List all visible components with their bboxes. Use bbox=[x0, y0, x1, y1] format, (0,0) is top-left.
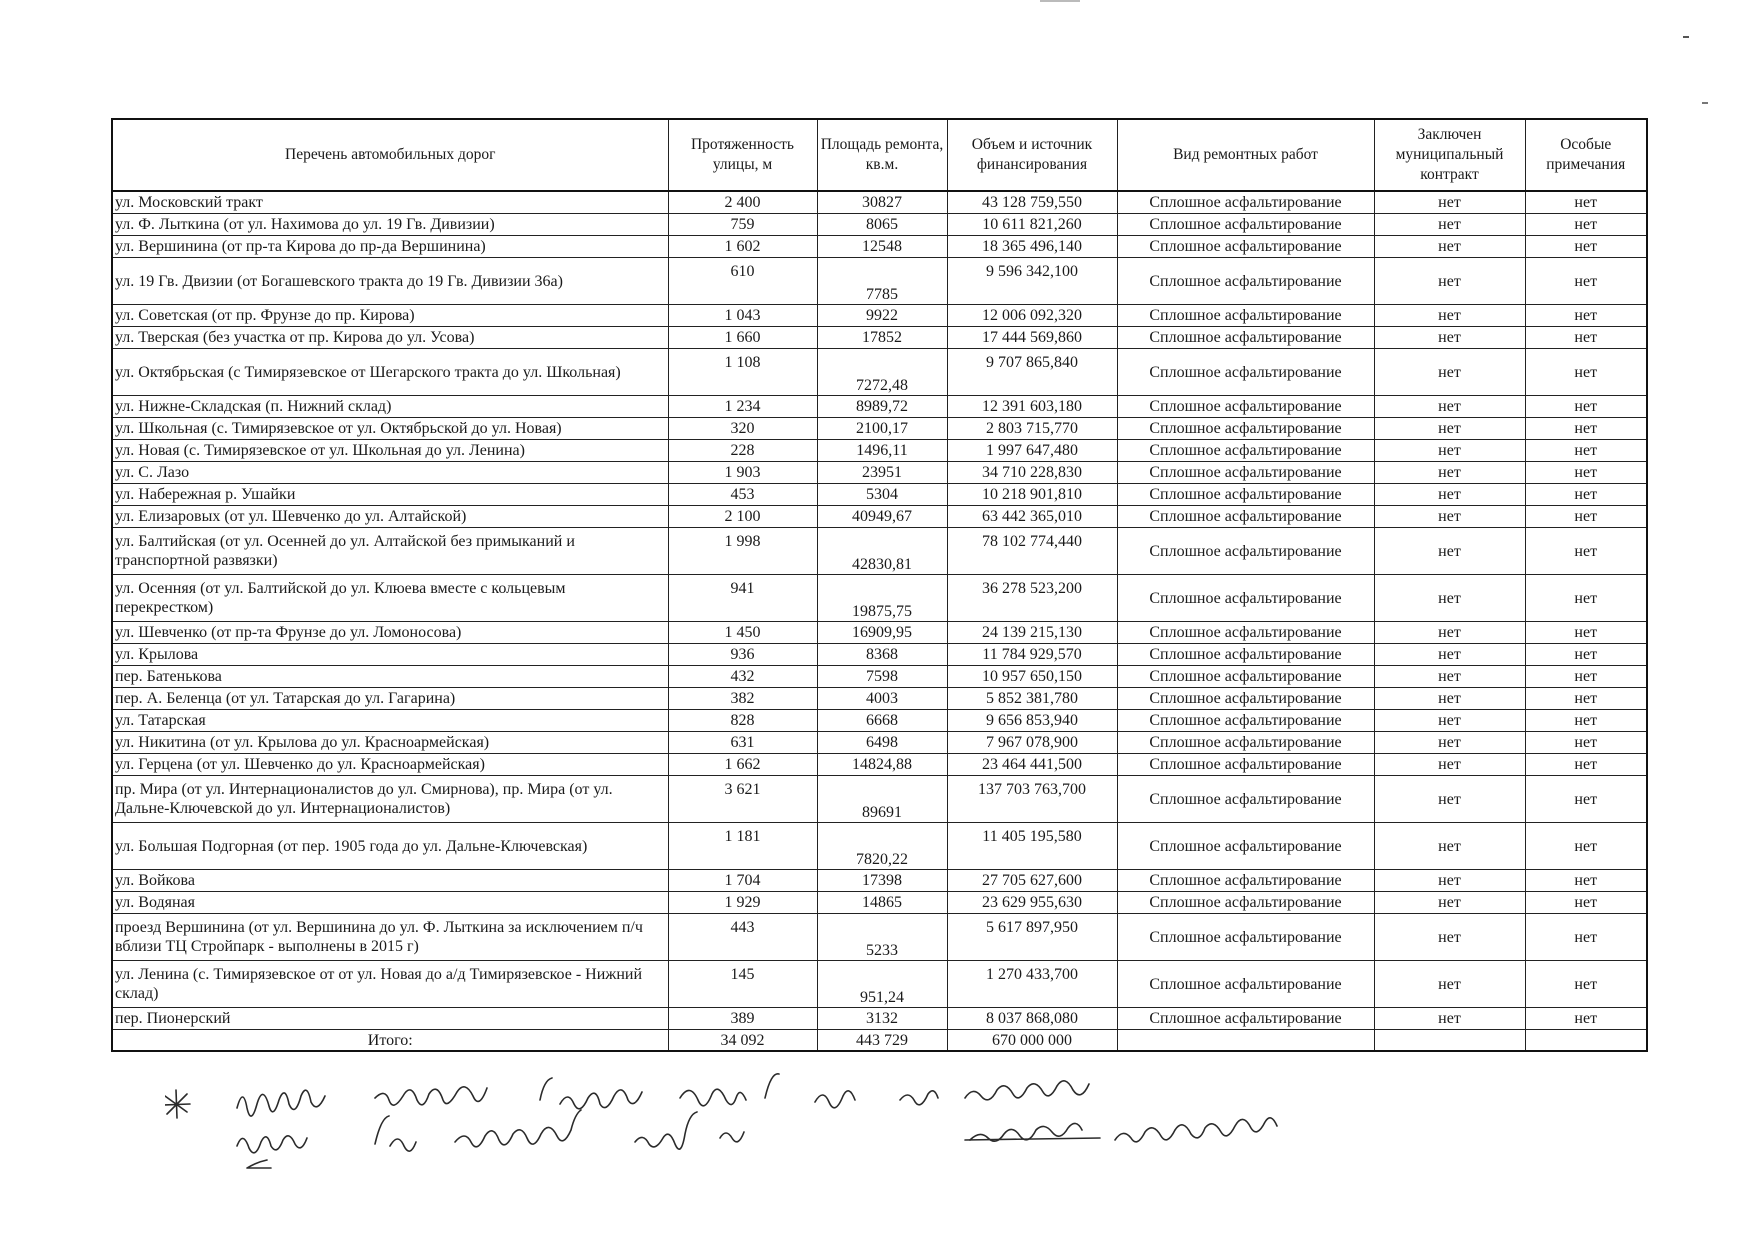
work-type-cell: Сплошное асфальтирование bbox=[1117, 258, 1374, 305]
notes-cell: нет bbox=[1525, 528, 1647, 575]
finance-cell: 9 596 342,100 bbox=[947, 258, 1117, 305]
area-cell: 2100,17 bbox=[817, 418, 947, 440]
contract-cell: нет bbox=[1374, 776, 1525, 823]
work-type-cell: Сплошное асфальтирование bbox=[1117, 710, 1374, 732]
table-row bbox=[112, 823, 1647, 870]
road-name-cell: ул. Балтийская (от ул. Осенней до ул. Алтайской без примыканий и транспортной развязки) bbox=[112, 528, 668, 575]
notes-cell: нет bbox=[1525, 258, 1647, 305]
work-type-cell: Сплошное асфальтирование bbox=[1117, 484, 1374, 506]
work-type-cell: Сплошное асфальтирование bbox=[1117, 191, 1374, 214]
length-cell: 432 bbox=[668, 666, 817, 688]
work-type-cell: Сплошное асфальтирование bbox=[1117, 236, 1374, 258]
total-area: 443 729 bbox=[817, 1030, 947, 1052]
notes-cell: нет bbox=[1525, 575, 1647, 622]
notes-cell: нет bbox=[1525, 484, 1647, 506]
work-type-cell: Сплошное асфальтирование bbox=[1117, 575, 1374, 622]
contract-cell: нет bbox=[1374, 961, 1525, 1008]
contract-cell: нет bbox=[1374, 327, 1525, 349]
handwritten-note bbox=[165, 1068, 1565, 1178]
table-body bbox=[112, 191, 1647, 1030]
area-cell: 3132 bbox=[817, 1008, 947, 1030]
table-row bbox=[112, 528, 1647, 575]
area-cell: 14824,88 bbox=[817, 754, 947, 776]
length-cell: 3 621 bbox=[668, 776, 817, 823]
area-cell: 7785 bbox=[817, 258, 947, 305]
area-cell: 17852 bbox=[817, 327, 947, 349]
contract-cell: нет bbox=[1374, 305, 1525, 327]
area-cell: 8989,72 bbox=[817, 396, 947, 418]
road-name-cell: ул. Татарская bbox=[112, 710, 668, 732]
table-row bbox=[112, 236, 1647, 258]
header-work-type: Вид ремонтных работ bbox=[1117, 119, 1374, 191]
contract-cell: нет bbox=[1374, 396, 1525, 418]
notes-cell: нет bbox=[1525, 732, 1647, 754]
road-name-cell: ул. Тверская (без участка от пр. Кирова до ул. Усова) bbox=[112, 327, 668, 349]
contract-cell: нет bbox=[1374, 528, 1525, 575]
length-cell: 936 bbox=[668, 644, 817, 666]
road-name-cell: ул. Ленина (с. Тимирязевское от от ул. Новая до а/д Тимирязевское - Нижний склад) bbox=[112, 961, 668, 1008]
finance-cell: 8 037 868,080 bbox=[947, 1008, 1117, 1030]
area-cell: 12548 bbox=[817, 236, 947, 258]
table-row bbox=[112, 506, 1647, 528]
notes-cell: нет bbox=[1525, 892, 1647, 914]
road-name-cell: пер. Батенькова bbox=[112, 666, 668, 688]
finance-cell: 34 710 228,830 bbox=[947, 462, 1117, 484]
road-name-cell: ул. Водяная bbox=[112, 892, 668, 914]
length-cell: 1 929 bbox=[668, 892, 817, 914]
area-cell: 40949,67 bbox=[817, 506, 947, 528]
notes-cell: нет bbox=[1525, 506, 1647, 528]
work-type-cell: Сплошное асфальтирование bbox=[1117, 892, 1374, 914]
scan-artifact bbox=[1683, 36, 1689, 38]
road-name-cell: ул. Октябрьская (с Тимирязевское от Шегарского тракта до ул. Школьная) bbox=[112, 349, 668, 396]
contract-cell: нет bbox=[1374, 914, 1525, 961]
road-repair-table bbox=[111, 118, 1648, 1052]
road-name-cell: ул. Большая Подгорная (от пер. 1905 года до ул. Дальне-Ключевская) bbox=[112, 823, 668, 870]
work-type-cell: Сплошное асфальтирование bbox=[1117, 644, 1374, 666]
total-length: 34 092 bbox=[668, 1030, 817, 1052]
area-cell: 8368 bbox=[817, 644, 947, 666]
length-cell: 828 bbox=[668, 710, 817, 732]
length-cell: 1 602 bbox=[668, 236, 817, 258]
area-cell: 7272,48 bbox=[817, 349, 947, 396]
area-cell: 6668 bbox=[817, 710, 947, 732]
total-label: Итого: bbox=[112, 1030, 668, 1052]
area-cell: 89691 bbox=[817, 776, 947, 823]
area-cell: 23951 bbox=[817, 462, 947, 484]
notes-cell: нет bbox=[1525, 666, 1647, 688]
area-cell: 1496,11 bbox=[817, 440, 947, 462]
road-name-cell: ул. Московский тракт bbox=[112, 191, 668, 214]
contract-cell: нет bbox=[1374, 506, 1525, 528]
finance-cell: 11 784 929,570 bbox=[947, 644, 1117, 666]
header-length: Протяженность улицы, м bbox=[668, 119, 817, 191]
notes-cell: нет bbox=[1525, 327, 1647, 349]
road-name-cell: ул. Осенняя (от ул. Балтийской до ул. Клюева вместе с кольцевым перекрестком) bbox=[112, 575, 668, 622]
road-name-cell: ул. Никитина (от ул. Крылова до ул. Красноармейская) bbox=[112, 732, 668, 754]
contract-cell: нет bbox=[1374, 440, 1525, 462]
table-row bbox=[112, 462, 1647, 484]
contract-cell: нет bbox=[1374, 622, 1525, 644]
area-cell: 19875,75 bbox=[817, 575, 947, 622]
work-type-cell: Сплошное асфальтирование bbox=[1117, 327, 1374, 349]
finance-cell: 5 617 897,950 bbox=[947, 914, 1117, 961]
length-cell: 2 100 bbox=[668, 506, 817, 528]
notes-cell: нет bbox=[1525, 644, 1647, 666]
length-cell: 1 704 bbox=[668, 870, 817, 892]
road-name-cell: ул. Елизаровых (от ул. Шевченко до ул. Алтайской) bbox=[112, 506, 668, 528]
road-name-cell: ул. Войкова bbox=[112, 870, 668, 892]
road-name-cell: ул. Школьная (с. Тимирязевское от ул. Октябрьской до ул. Новая) bbox=[112, 418, 668, 440]
road-name-cell: ул. 19 Гв. Двизии (от Богашевского тракта до 19 Гв. Дивизии 36а) bbox=[112, 258, 668, 305]
table-row bbox=[112, 484, 1647, 506]
work-type-cell: Сплошное асфальтирование bbox=[1117, 776, 1374, 823]
road-name-cell: ул. Ф. Лыткина (от ул. Нахимова до ул. 19 Гв. Дивизии) bbox=[112, 214, 668, 236]
contract-cell: нет bbox=[1374, 644, 1525, 666]
finance-cell: 10 957 650,150 bbox=[947, 666, 1117, 688]
table-row bbox=[112, 418, 1647, 440]
finance-cell: 11 405 195,580 bbox=[947, 823, 1117, 870]
work-type-cell: Сплошное асфальтирование bbox=[1117, 732, 1374, 754]
finance-cell: 12 391 603,180 bbox=[947, 396, 1117, 418]
notes-cell: нет bbox=[1525, 191, 1647, 214]
road-name-cell: ул. Советская (от пр. Фрунзе до пр. Кирова) bbox=[112, 305, 668, 327]
notes-cell: нет bbox=[1525, 440, 1647, 462]
table-row bbox=[112, 440, 1647, 462]
table-row bbox=[112, 327, 1647, 349]
road-name-cell: ул. С. Лазо bbox=[112, 462, 668, 484]
contract-cell: нет bbox=[1374, 666, 1525, 688]
header-area: Площадь ремонта, кв.м. bbox=[817, 119, 947, 191]
finance-cell: 9 656 853,940 bbox=[947, 710, 1117, 732]
table-row bbox=[112, 349, 1647, 396]
finance-cell: 23 464 441,500 bbox=[947, 754, 1117, 776]
area-cell: 951,24 bbox=[817, 961, 947, 1008]
area-cell: 7598 bbox=[817, 666, 947, 688]
road-name-cell: пер. Пионерский bbox=[112, 1008, 668, 1030]
total-finance: 670 000 000 bbox=[947, 1030, 1117, 1052]
notes-cell: нет bbox=[1525, 914, 1647, 961]
length-cell: 320 bbox=[668, 418, 817, 440]
contract-cell: нет bbox=[1374, 349, 1525, 396]
area-cell: 5304 bbox=[817, 484, 947, 506]
work-type-cell: Сплошное асфальтирование bbox=[1117, 823, 1374, 870]
contract-cell: нет bbox=[1374, 484, 1525, 506]
area-cell: 17398 bbox=[817, 870, 947, 892]
length-cell: 941 bbox=[668, 575, 817, 622]
notes-cell: нет bbox=[1525, 776, 1647, 823]
finance-cell: 5 852 381,780 bbox=[947, 688, 1117, 710]
area-cell: 16909,95 bbox=[817, 622, 947, 644]
length-cell: 610 bbox=[668, 258, 817, 305]
finance-cell: 63 442 365,010 bbox=[947, 506, 1117, 528]
notes-cell: нет bbox=[1525, 396, 1647, 418]
area-cell: 14865 bbox=[817, 892, 947, 914]
contract-cell: нет bbox=[1374, 258, 1525, 305]
finance-cell: 7 967 078,900 bbox=[947, 732, 1117, 754]
table-row bbox=[112, 754, 1647, 776]
notes-cell: нет bbox=[1525, 754, 1647, 776]
length-cell: 389 bbox=[668, 1008, 817, 1030]
work-type-cell: Сплошное асфальтирование bbox=[1117, 396, 1374, 418]
table-row bbox=[112, 258, 1647, 305]
table-row bbox=[112, 191, 1647, 214]
work-type-cell: Сплошное асфальтирование bbox=[1117, 688, 1374, 710]
contract-cell: нет bbox=[1374, 892, 1525, 914]
length-cell: 1 234 bbox=[668, 396, 817, 418]
scan-artifact bbox=[1040, 0, 1080, 2]
road-name-cell: ул. Набережная р. Ушайки bbox=[112, 484, 668, 506]
length-cell: 631 bbox=[668, 732, 817, 754]
scan-artifact bbox=[1702, 102, 1708, 104]
work-type-cell: Сплошное асфальтирование bbox=[1117, 914, 1374, 961]
notes-cell: нет bbox=[1525, 961, 1647, 1008]
table-row bbox=[112, 870, 1647, 892]
road-name-cell: ул. Шевченко (от пр-та Фрунзе до ул. Ломоносова) bbox=[112, 622, 668, 644]
road-name-cell: проезд Вершинина (от ул. Вершинина до ул. Ф. Лыткина за исключением п/ч вблизи ТЦ Стройпарк - выполнены в 2015 г) bbox=[112, 914, 668, 961]
length-cell: 1 108 bbox=[668, 349, 817, 396]
table-row bbox=[112, 396, 1647, 418]
finance-cell: 137 703 763,700 bbox=[947, 776, 1117, 823]
header-roads: Перечень автомобильных дорог bbox=[112, 119, 668, 191]
notes-cell: нет bbox=[1525, 688, 1647, 710]
area-cell: 8065 bbox=[817, 214, 947, 236]
notes-cell: нет bbox=[1525, 1008, 1647, 1030]
header-finance: Объем и источник финансирования bbox=[947, 119, 1117, 191]
notes-cell: нет bbox=[1525, 823, 1647, 870]
contract-cell: нет bbox=[1374, 1008, 1525, 1030]
area-cell: 7820,22 bbox=[817, 823, 947, 870]
contract-cell: нет bbox=[1374, 688, 1525, 710]
length-cell: 1 660 bbox=[668, 327, 817, 349]
contract-cell: нет bbox=[1374, 754, 1525, 776]
finance-cell: 12 006 092,320 bbox=[947, 305, 1117, 327]
total-empty-cell bbox=[1525, 1030, 1647, 1052]
finance-cell: 10 611 821,260 bbox=[947, 214, 1117, 236]
contract-cell: нет bbox=[1374, 418, 1525, 440]
area-cell: 5233 bbox=[817, 914, 947, 961]
notes-cell: нет bbox=[1525, 710, 1647, 732]
contract-cell: нет bbox=[1374, 462, 1525, 484]
table-header-row bbox=[112, 119, 1647, 191]
road-name-cell: ул. Вершинина (от пр-та Кирова до пр-да Вершинина) bbox=[112, 236, 668, 258]
total-empty-cell bbox=[1374, 1030, 1525, 1052]
length-cell: 1 043 bbox=[668, 305, 817, 327]
table-row bbox=[112, 914, 1647, 961]
work-type-cell: Сплошное асфальтирование bbox=[1117, 506, 1374, 528]
table-row bbox=[112, 732, 1647, 754]
contract-cell: нет bbox=[1374, 191, 1525, 214]
work-type-cell: Сплошное асфальтирование bbox=[1117, 1008, 1374, 1030]
notes-cell: нет bbox=[1525, 305, 1647, 327]
table-row bbox=[112, 644, 1647, 666]
table-row bbox=[112, 622, 1647, 644]
total-empty-cell bbox=[1117, 1030, 1374, 1052]
table-row bbox=[112, 776, 1647, 823]
work-type-cell: Сплошное асфальтирование bbox=[1117, 214, 1374, 236]
table-row bbox=[112, 1008, 1647, 1030]
finance-cell: 36 278 523,200 bbox=[947, 575, 1117, 622]
table-row bbox=[112, 688, 1647, 710]
road-name-cell: ул. Крылова bbox=[112, 644, 668, 666]
contract-cell: нет bbox=[1374, 236, 1525, 258]
work-type-cell: Сплошное асфальтирование bbox=[1117, 754, 1374, 776]
length-cell: 382 bbox=[668, 688, 817, 710]
length-cell: 1 662 bbox=[668, 754, 817, 776]
notes-cell: нет bbox=[1525, 462, 1647, 484]
contract-cell: нет bbox=[1374, 870, 1525, 892]
contract-cell: нет bbox=[1374, 710, 1525, 732]
road-name-cell: ул. Герцена (от ул. Шевченко до ул. Красноармейская) bbox=[112, 754, 668, 776]
table-row bbox=[112, 710, 1647, 732]
table-row bbox=[112, 892, 1647, 914]
table-row bbox=[112, 214, 1647, 236]
work-type-cell: Сплошное асфальтирование bbox=[1117, 418, 1374, 440]
finance-cell: 24 139 215,130 bbox=[947, 622, 1117, 644]
work-type-cell: Сплошное асфальтирование bbox=[1117, 622, 1374, 644]
length-cell: 228 bbox=[668, 440, 817, 462]
total-row bbox=[112, 1030, 1647, 1052]
contract-cell: нет bbox=[1374, 214, 1525, 236]
notes-cell: нет bbox=[1525, 214, 1647, 236]
contract-cell: нет bbox=[1374, 575, 1525, 622]
contract-cell: нет bbox=[1374, 732, 1525, 754]
work-type-cell: Сплошное асфальтирование bbox=[1117, 961, 1374, 1008]
notes-cell: нет bbox=[1525, 622, 1647, 644]
work-type-cell: Сплошное асфальтирование bbox=[1117, 305, 1374, 327]
finance-cell: 17 444 569,860 bbox=[947, 327, 1117, 349]
length-cell: 443 bbox=[668, 914, 817, 961]
notes-cell: нет bbox=[1525, 870, 1647, 892]
length-cell: 2 400 bbox=[668, 191, 817, 214]
notes-cell: нет bbox=[1525, 349, 1647, 396]
area-cell: 6498 bbox=[817, 732, 947, 754]
length-cell: 1 903 bbox=[668, 462, 817, 484]
work-type-cell: Сплошное асфальтирование bbox=[1117, 528, 1374, 575]
table-row bbox=[112, 961, 1647, 1008]
finance-cell: 18 365 496,140 bbox=[947, 236, 1117, 258]
table-row bbox=[112, 575, 1647, 622]
finance-cell: 9 707 865,840 bbox=[947, 349, 1117, 396]
notes-cell: нет bbox=[1525, 236, 1647, 258]
length-cell: 1 450 bbox=[668, 622, 817, 644]
length-cell: 453 bbox=[668, 484, 817, 506]
work-type-cell: Сплошное асфальтирование bbox=[1117, 462, 1374, 484]
area-cell: 9922 bbox=[817, 305, 947, 327]
header-contract: Заключен муниципальный контракт bbox=[1374, 119, 1525, 191]
area-cell: 4003 bbox=[817, 688, 947, 710]
road-name-cell: ул. Новая (с. Тимирязевское от ул. Школьная до ул. Ленина) bbox=[112, 440, 668, 462]
finance-cell: 1 997 647,480 bbox=[947, 440, 1117, 462]
finance-cell: 27 705 627,600 bbox=[947, 870, 1117, 892]
table-row bbox=[112, 305, 1647, 327]
length-cell: 759 bbox=[668, 214, 817, 236]
notes-cell: нет bbox=[1525, 418, 1647, 440]
contract-cell: нет bbox=[1374, 823, 1525, 870]
work-type-cell: Сплошное асфальтирование bbox=[1117, 666, 1374, 688]
finance-cell: 2 803 715,770 bbox=[947, 418, 1117, 440]
length-cell: 1 181 bbox=[668, 823, 817, 870]
road-name-cell: ул. Нижне-Складская (п. Нижний склад) bbox=[112, 396, 668, 418]
area-cell: 42830,81 bbox=[817, 528, 947, 575]
road-name-cell: пр. Мира (от ул. Интернационалистов до ул. Смирнова), пр. Мира (от ул. Дальне-Ключевской до ул. Интернационалистов) bbox=[112, 776, 668, 823]
table-row bbox=[112, 666, 1647, 688]
handwritten-note-image bbox=[165, 1068, 1565, 1178]
header-notes: Особые примечания bbox=[1525, 119, 1647, 191]
work-type-cell: Сплошное асфальтирование bbox=[1117, 440, 1374, 462]
finance-cell: 10 218 901,810 bbox=[947, 484, 1117, 506]
area-cell: 30827 bbox=[817, 191, 947, 214]
length-cell: 145 bbox=[668, 961, 817, 1008]
length-cell: 1 998 bbox=[668, 528, 817, 575]
work-type-cell: Сплошное асфальтирование bbox=[1117, 870, 1374, 892]
road-name-cell: пер. А. Беленца (от ул. Татарская до ул. Гагарина) bbox=[112, 688, 668, 710]
finance-cell: 78 102 774,440 bbox=[947, 528, 1117, 575]
finance-cell: 43 128 759,550 bbox=[947, 191, 1117, 214]
finance-cell: 1 270 433,700 bbox=[947, 961, 1117, 1008]
work-type-cell: Сплошное асфальтирование bbox=[1117, 349, 1374, 396]
finance-cell: 23 629 955,630 bbox=[947, 892, 1117, 914]
